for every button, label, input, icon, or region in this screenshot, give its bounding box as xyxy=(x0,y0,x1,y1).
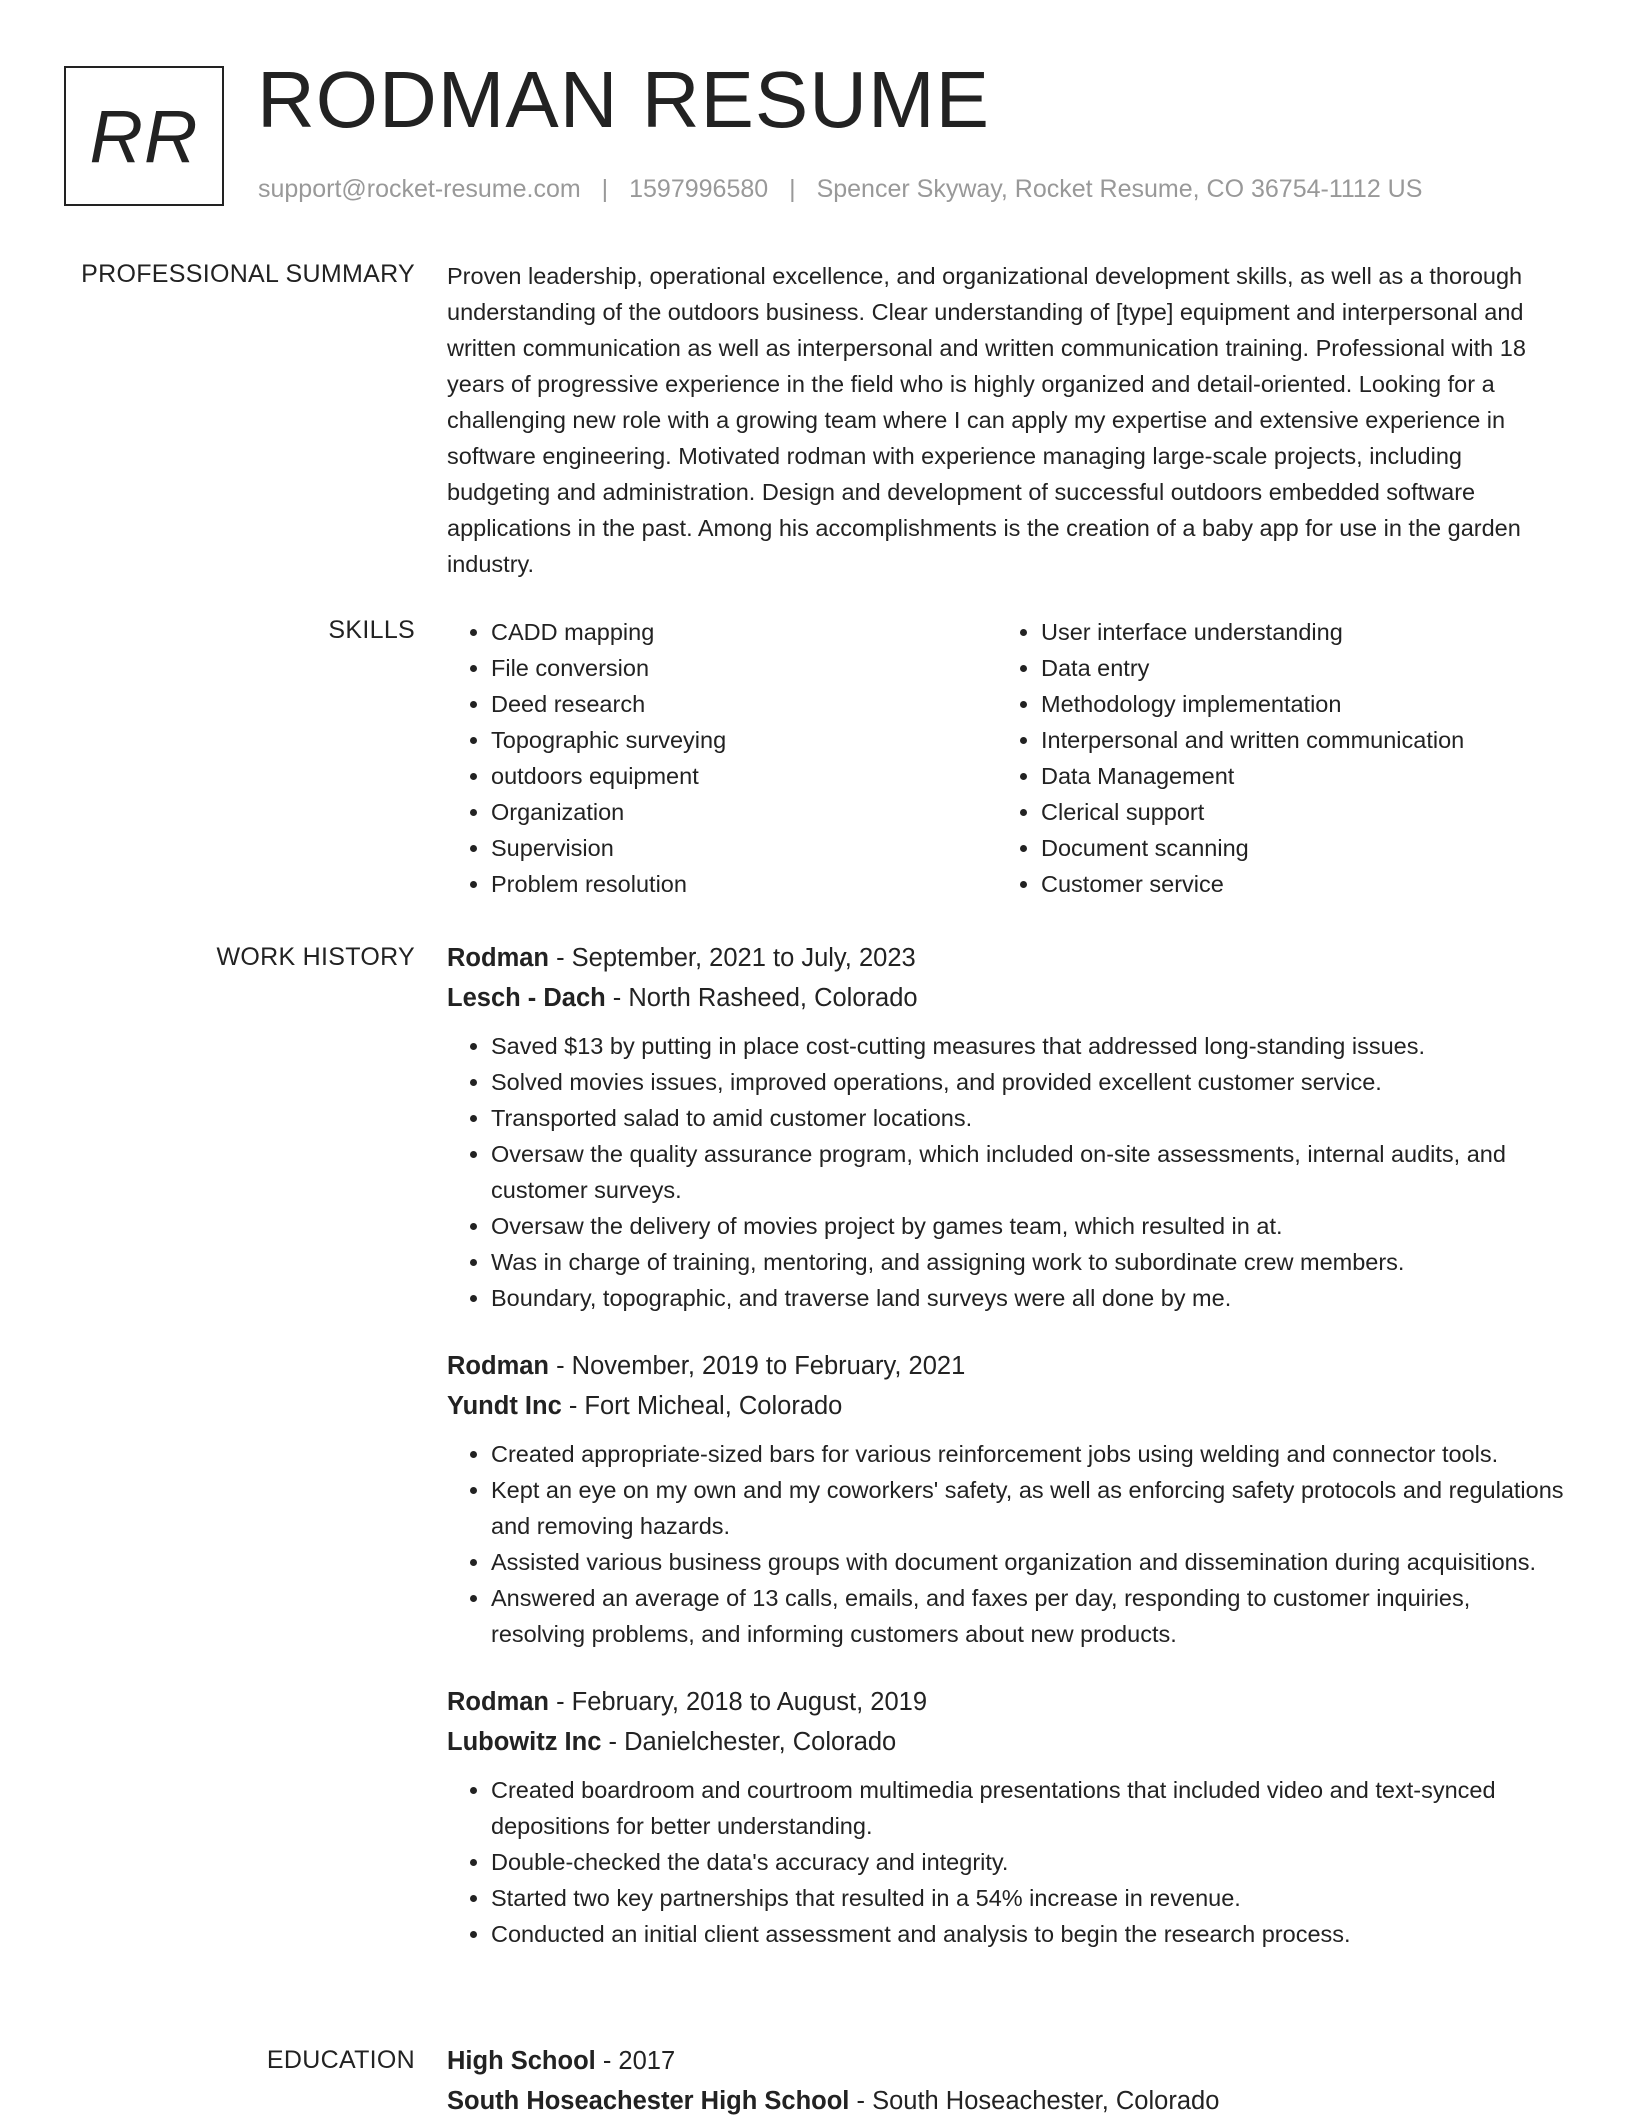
candidate-name: RODMAN RESUME xyxy=(257,55,991,144)
job-title-line xyxy=(447,1346,1570,1386)
skill-item: • Problem resolution xyxy=(491,866,997,902)
education-school: South Hoseachester High School xyxy=(447,2087,850,2115)
job-bullets xyxy=(447,1772,1570,1952)
job-title: Rodman xyxy=(447,944,549,972)
job-dates: November, 2019 to February, 2021 xyxy=(571,1352,966,1380)
job-bullets xyxy=(447,1028,1570,1316)
job-bullets xyxy=(447,1436,1570,1652)
skill-item: • Document scanning xyxy=(1041,830,1547,866)
job-company: Lubowitz Inc xyxy=(447,1728,602,1756)
contact-line xyxy=(258,175,1422,204)
job-entry xyxy=(447,1346,1570,1652)
skills-list-left xyxy=(447,614,997,902)
job-location: Danielchester, Colorado xyxy=(624,1728,897,1756)
skill-item: • CADD mapping xyxy=(491,614,997,650)
job-title: Rodman xyxy=(447,1352,549,1380)
skill-item: • Topographic surveying xyxy=(491,722,997,758)
skill-item: • Data entry xyxy=(1041,650,1547,686)
skill-item: • Supervision xyxy=(491,830,997,866)
job-bullet: • Created appropriate-sized bars for various reinforcement jobs using welding and connector tools. xyxy=(491,1436,1570,1472)
education-dash: - xyxy=(595,2047,619,2075)
job-bullet: • Saved $13 by putting in place cost-cutting measures that addressed long-standing issues. xyxy=(491,1028,1570,1064)
education-dash: - xyxy=(849,2087,873,2115)
job-bullet: • Assisted various business groups with document organization and dissemination during acquisitions. xyxy=(491,1544,1570,1580)
skill-item: • outdoors equipment xyxy=(491,758,997,794)
skill-item: • Customer service xyxy=(1041,866,1547,902)
summary-heading: PROFESSIONAL SUMMARY xyxy=(81,260,415,288)
education-school-line xyxy=(447,2081,1570,2121)
skill-item: • File conversion xyxy=(491,650,997,686)
education-heading: EDUCATION xyxy=(266,2046,415,2074)
job-dates: September, 2021 to July, 2023 xyxy=(571,944,916,972)
job-company-line xyxy=(447,1386,1570,1426)
summary-text: Proven leadership, operational excellence, and organizational development skills, as well as a thorough understanding of the outdoors business. Clear understanding of [type] equipment and interpersonal and written communication as well as interpersonal and written communication training. Professional with 18 years of progressive experience in the field who is highly organized and detail-oriented. Looking for a challenging new role with a growing team where I can apply my expertise and extensive experience in software engineering. Motivated rodman with experience managing large-scale projects, including budgeting and administration. Design and development of successful outdoors embedded software applications in the past. Among his accomplishments is the creation of a baby app for use in the garden industry. xyxy=(447,263,1526,577)
job-title-line xyxy=(447,1682,1570,1722)
job-title: Rodman xyxy=(447,1688,549,1716)
job-company: Yundt Inc xyxy=(447,1392,562,1420)
job-bullet: • Oversaw the quality assurance program, which included on-site assessments, internal audits, and customer surveys. xyxy=(491,1136,1570,1208)
job-company: Lesch - Dach xyxy=(447,984,606,1012)
job-bullet: • Answered an average of 13 calls, emails, and faxes per day, responding to customer inquiries, resolving problems, and informing customers about new products. xyxy=(491,1580,1570,1652)
job-bullet: • Oversaw the delivery of movies project by games team, which resulted in at. xyxy=(491,1208,1570,1244)
monogram-logo: RR xyxy=(64,66,224,206)
skill-item: • Deed research xyxy=(491,686,997,722)
job-bullet: • Created boardroom and courtroom multimedia presentations that included video and text-synced depositions for better understanding. xyxy=(491,1772,1570,1844)
education-degree: High School xyxy=(447,2047,596,2075)
job-dash: - xyxy=(605,984,629,1012)
education-body xyxy=(447,2041,1570,2121)
work-body xyxy=(447,938,1570,1982)
job-entry xyxy=(447,1682,1570,1952)
education-degree-line xyxy=(447,2041,1570,2081)
skill-item: • Interpersonal and written communication xyxy=(1041,722,1547,758)
job-dash: - xyxy=(561,1392,585,1420)
skill-item: • Clerical support xyxy=(1041,794,1547,830)
job-dash: - xyxy=(549,1352,572,1380)
job-bullet: • Was in charge of training, mentoring, and assigning work to subordinate crew members. xyxy=(491,1244,1570,1280)
job-title-line xyxy=(447,938,1570,978)
job-location: North Rasheed, Colorado xyxy=(628,984,918,1012)
contact-address: Spencer Skyway, Rocket Resume, CO 36754-1112 US xyxy=(816,175,1423,203)
job-entry xyxy=(447,938,1570,1316)
job-dash: - xyxy=(549,1688,572,1716)
job-company-line xyxy=(447,1722,1570,1762)
education-location: South Hoseachester, Colorado xyxy=(872,2087,1220,2115)
job-bullet: • Transported salad to amid customer locations. xyxy=(491,1100,1570,1136)
contact-separator: | xyxy=(789,175,796,203)
summary-body xyxy=(447,258,1570,582)
job-company-line xyxy=(447,978,1570,1018)
skills-list-right xyxy=(997,614,1547,902)
contact-phone[interactable]: 1597996580 xyxy=(629,175,769,203)
skills-heading: SKILLS xyxy=(328,616,415,644)
job-dates: February, 2018 to August, 2019 xyxy=(571,1688,928,1716)
job-dash: - xyxy=(601,1728,625,1756)
contact-email[interactable]: support@rocket-resume.com xyxy=(258,175,581,203)
education-year: 2017 xyxy=(618,2047,676,2075)
job-bullet: • Solved movies issues, improved operations, and provided excellent customer service. xyxy=(491,1064,1570,1100)
job-bullet: • Kept an eye on my own and my coworkers' safety, as well as enforcing safety protocols and regulations and removing hazards. xyxy=(491,1472,1570,1544)
job-bullet: • Conducted an initial client assessment and analysis to begin the research process. xyxy=(491,1916,1570,1952)
skill-item: • Methodology implementation xyxy=(1041,686,1547,722)
job-location: Fort Micheal, Colorado xyxy=(584,1392,843,1420)
job-bullet: • Boundary, topographic, and traverse land surveys were all done by me. xyxy=(491,1280,1570,1316)
job-bullet: • Started two key partnerships that resulted in a 54% increase in revenue. xyxy=(491,1880,1570,1916)
skill-item: • User interface understanding xyxy=(1041,614,1547,650)
skill-item: • Organization xyxy=(491,794,997,830)
job-bullet: • Double-checked the data's accuracy and integrity. xyxy=(491,1844,1570,1880)
contact-separator: | xyxy=(601,175,609,203)
work-heading: WORK HISTORY xyxy=(216,943,415,971)
skill-item: • Data Management xyxy=(1041,758,1547,794)
skills-body xyxy=(447,614,1570,902)
job-dash: - xyxy=(549,944,572,972)
